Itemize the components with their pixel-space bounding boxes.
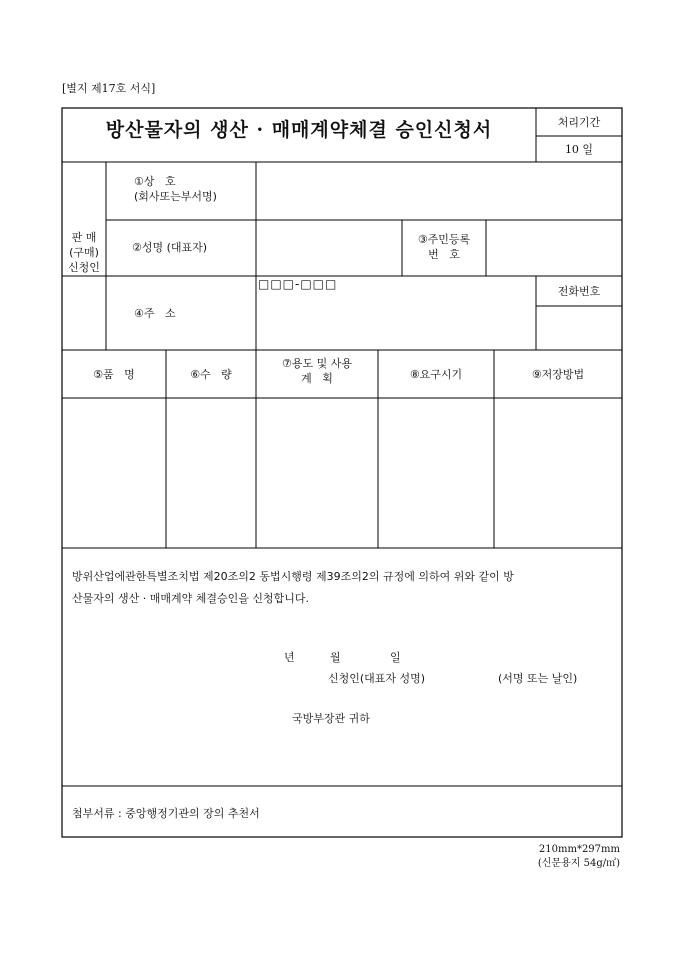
applicant-signature-label: 신청인(대표자 성명) xyxy=(328,672,426,685)
company-label xyxy=(134,174,226,204)
name-input[interactable] xyxy=(257,221,401,275)
postal-code-boxes[interactable]: □□□-□□□ xyxy=(258,277,338,291)
usage-header-line1: ⑦용도 및 사용 xyxy=(282,357,352,370)
declaration-text xyxy=(72,566,612,610)
storage-method-header: ⑨저장방법 xyxy=(531,368,585,381)
due-date-cell[interactable] xyxy=(379,399,493,547)
usage-header xyxy=(256,356,378,386)
storage-method-cell[interactable] xyxy=(495,399,621,547)
company-input[interactable] xyxy=(256,163,622,219)
name-label: ②성명 (대표자) xyxy=(132,241,208,254)
year-label: 년 xyxy=(284,651,295,664)
day-label: 일 xyxy=(390,651,401,664)
sign-or-seal-label: (서명 또는 날인) xyxy=(498,672,578,685)
declaration-line1: 방위산업에관한특별조치법 제20조의2 동법시행령 제39조의2의 규정에 의하여 위와 같이 방 xyxy=(72,570,514,583)
phone-label: 전화번호 xyxy=(557,285,601,298)
applicant-section-line3: 신청인 xyxy=(68,261,100,274)
processing-period-label: 처리기간 xyxy=(557,116,601,129)
company-label-line1 xyxy=(134,174,226,189)
applicant-section-label xyxy=(62,230,106,275)
usage-header-line2: 계 획 xyxy=(301,372,333,385)
product-cell[interactable] xyxy=(63,399,165,547)
processing-period-value: 10 일 xyxy=(564,143,594,156)
paper-type: (신문용지 54g/㎡) xyxy=(537,858,620,869)
applicant-section-line1: 판 매 xyxy=(71,231,97,244)
phone-input[interactable] xyxy=(537,307,621,349)
resident-id-label-line1: ③주민등록 xyxy=(417,233,471,246)
address-input[interactable] xyxy=(257,296,535,349)
applicant-section-line2: (구매) xyxy=(69,246,99,259)
product-header: ⑤품 명 xyxy=(93,368,135,381)
paper-spec xyxy=(538,843,620,871)
resident-id-label-line2: 번 호 xyxy=(428,248,460,261)
company-label-line2: (회사또는부서명) xyxy=(134,190,217,203)
paper-size: 210mm*297mm xyxy=(538,844,620,855)
form-label: [별지 제17호 서식] xyxy=(62,82,156,95)
usage-cell[interactable] xyxy=(257,399,377,547)
declaration-line2: 산물자의 생산 · 매매계약 체결승인을 신청합니다. xyxy=(72,592,309,605)
attachments-note: 첨부서류 : 중앙행정기관의 장의 추천서 xyxy=(72,807,260,820)
resident-id-label xyxy=(402,232,486,262)
month-label: 월 xyxy=(330,651,341,664)
quantity-header: ⑥수 량 xyxy=(190,368,232,381)
due-date-header: ⑧요구시기 xyxy=(409,368,463,381)
resident-id-input[interactable] xyxy=(487,221,621,275)
quantity-cell[interactable] xyxy=(167,399,255,547)
company-label-line1-text: ①상 호 xyxy=(134,175,176,188)
form-title: 방산물자의 생산 · 매매계약체결 승인신청서 xyxy=(105,119,493,141)
addressee: 국방부장관 귀하 xyxy=(292,712,370,725)
address-label: ④주 소 xyxy=(134,307,176,320)
